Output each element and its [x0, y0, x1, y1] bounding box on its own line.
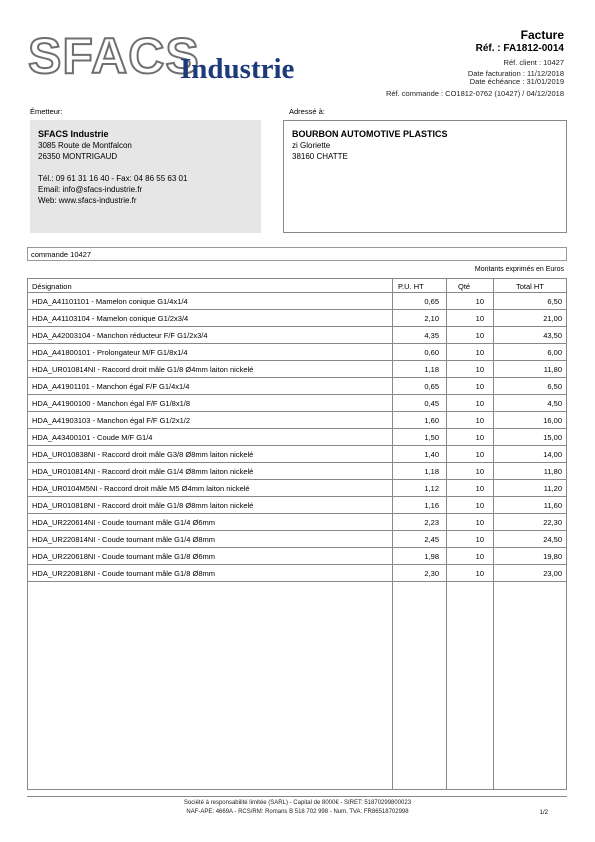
due-date: Date échéance : 31/01/2019 — [469, 77, 564, 86]
cell-unit-price: 2,23 — [424, 518, 439, 527]
cell-unit-price: 1,16 — [424, 501, 439, 510]
cell-unit-price: 1,18 — [424, 467, 439, 476]
cell-designation: HDA_UR220614NI - Coude tournant mâle G1/4 Ø6mm — [32, 518, 216, 527]
cell-designation: HDA_A41800101 - Prolongateur M/F G1/8x1/4 — [32, 348, 188, 357]
cell-designation: HDA_A42003104 - Manchon réducteur F/F G1/2x3/4 — [32, 331, 208, 340]
cell-quantity: 10 — [475, 365, 484, 374]
cell-unit-price: 0,60 — [424, 348, 439, 357]
logo-industrie-text: Industrie — [180, 53, 295, 85]
cell-quantity: 10 — [475, 552, 484, 561]
cell-designation: HDA_A41901101 - Manchon égal F/F G1/4x1/4 — [32, 382, 190, 391]
cell-total: 11,60 — [543, 501, 562, 510]
header-quantity: Qté — [458, 282, 471, 291]
table-row — [28, 480, 566, 497]
invoice-lines-table — [27, 278, 567, 790]
cell-designation: HDA_UR010818NI - Raccord droit mâle G1/8 Ø8mm laiton nickelé — [32, 501, 254, 510]
emitter-email: Email: info@sfacs-industrie.fr — [38, 185, 143, 194]
cell-quantity: 10 — [475, 399, 484, 408]
cell-unit-price: 1,98 — [424, 552, 439, 561]
emitter-web: Web: www.sfacs-industrie.fr — [38, 196, 137, 205]
cell-quantity: 10 — [475, 467, 484, 476]
cell-quantity: 10 — [475, 433, 484, 442]
footer-divider — [27, 796, 567, 797]
cell-total: 23,00 — [543, 569, 562, 578]
cell-total: 6,50 — [547, 382, 562, 391]
cell-unit-price: 4,35 — [424, 331, 439, 340]
cell-unit-price: 2,30 — [424, 569, 439, 578]
table-row — [28, 565, 566, 582]
cell-quantity: 10 — [475, 382, 484, 391]
page-number: 1/2 — [539, 810, 548, 816]
cell-quantity: 10 — [475, 518, 484, 527]
cell-total: 11,80 — [543, 365, 562, 374]
emitter-label: Émetteur: — [30, 107, 63, 116]
order-note: commande 10427 — [27, 247, 567, 261]
cell-quantity: 10 — [475, 501, 484, 510]
cell-quantity: 10 — [475, 331, 484, 340]
cell-unit-price: 1,60 — [424, 416, 439, 425]
invoice-ref: Réf. : FA1812-0014 — [475, 43, 564, 54]
client-ref: Réf. client : 10427 — [503, 58, 564, 67]
cell-quantity: 10 — [475, 297, 484, 306]
recipient-name: BOURBON AUTOMOTIVE PLASTICS — [292, 129, 448, 139]
table-row — [28, 293, 566, 310]
cell-total: 21,00 — [543, 314, 562, 323]
cell-designation: HDA_A41903103 - Manchon égal F/F G1/2x1/2 — [32, 416, 191, 425]
cell-quantity: 10 — [475, 348, 484, 357]
cell-unit-price: 2,10 — [424, 314, 439, 323]
cell-unit-price: 1,12 — [424, 484, 439, 493]
currency-note: Montants exprimés en Euros — [474, 266, 564, 273]
cell-designation: HDA_UR220814NI - Coude tournant mâle G1/4 Ø8mm — [32, 535, 216, 544]
footer-legal-1: Société à responsabilité limitée (SARL) - Capital de 8000€ - SIRET: 51870299800023 — [183, 800, 412, 806]
cell-designation: HDA_A41900100 - Manchon égal F/F G1/8x1/8 — [32, 399, 191, 408]
emitter-name: SFACS Industrie — [38, 129, 109, 139]
footer-legal-2: NAF-APE: 4669A - RCS/RM: Romans B 518 702 998 - Num. TVA: FR86518702998 — [186, 809, 409, 815]
cell-designation: HDA_UR010838NI - Raccord droit mâle G3/8 Ø8mm laiton nickelé — [32, 450, 254, 459]
cell-unit-price: 1,40 — [424, 450, 439, 459]
emitter-address-1: 3085 Route de Montfalcon — [38, 141, 132, 150]
header-total: Total HT — [516, 282, 544, 291]
cell-unit-price: 0,65 — [424, 297, 439, 306]
cell-quantity: 10 — [475, 314, 484, 323]
cell-total: 43,50 — [543, 331, 562, 340]
table-row — [28, 531, 566, 548]
cell-total: 4,50 — [547, 399, 562, 408]
recipient-address-2: 38160 CHATTE — [292, 152, 348, 161]
cell-unit-price: 0,45 — [424, 399, 439, 408]
emitter-block — [30, 120, 261, 233]
cell-designation: HDA_A41103104 - Mamelon conique G1/2x3/4 — [32, 314, 189, 323]
cell-unit-price: 2,45 — [424, 535, 439, 544]
cell-quantity: 10 — [475, 484, 484, 493]
table-row — [28, 463, 566, 480]
cell-designation: HDA_UR220618NI - Coude tournant mâle G1/8 Ø6mm — [32, 552, 216, 561]
table-row — [28, 514, 566, 531]
table-row — [28, 327, 566, 344]
cell-total: 16,00 — [543, 416, 562, 425]
table-row — [28, 395, 566, 412]
recipient-block — [283, 120, 567, 233]
recipient-label: Adressé à: — [289, 107, 325, 116]
cell-unit-price: 0,65 — [424, 382, 439, 391]
cell-designation: HDA_UR0104M5NI - Raccord droit mâle M5 Ø4mm laiton nickelé — [32, 484, 250, 493]
table-row — [28, 429, 566, 446]
cell-unit-price: 1,50 — [424, 433, 439, 442]
cell-designation: HDA_A43400101 - Coude M/F G1/4 — [32, 433, 153, 442]
table-row — [28, 497, 566, 514]
company-logo — [28, 30, 318, 88]
table-row — [28, 361, 566, 378]
header-unit-price: P.U. HT — [398, 282, 424, 291]
cell-total: 22,30 — [543, 518, 562, 527]
cell-total: 11,80 — [543, 467, 562, 476]
cell-total: 14,00 — [543, 450, 562, 459]
cell-quantity: 10 — [475, 416, 484, 425]
cell-designation: HDA_UR010814NI - Raccord droit mâle G1/4 Ø8mm laiton nickelé — [32, 467, 254, 476]
table-header — [28, 279, 566, 293]
table-row — [28, 446, 566, 463]
emitter-phone: Tél.: 09 61 31 16 40 - Fax: 04 86 55 63 01 — [38, 174, 188, 183]
cell-quantity: 10 — [475, 569, 484, 578]
order-ref: Réf. commande : CO1812-0762 (10427) / 04/12/2018 — [385, 89, 564, 98]
cell-quantity: 10 — [475, 450, 484, 459]
table-row — [28, 344, 566, 361]
cell-total: 19,80 — [543, 552, 562, 561]
cell-designation: HDA_UR220818NI - Coude tournant mâle G1/8 Ø8mm — [32, 569, 216, 578]
cell-quantity: 10 — [475, 535, 484, 544]
billing-date: Date facturation : 11/12/2018 — [467, 69, 564, 78]
table-row — [28, 378, 566, 395]
emitter-address-2: 26350 MONTRIGAUD — [38, 152, 118, 161]
cell-total: 6,50 — [547, 297, 562, 306]
header-designation: Désignation — [32, 282, 72, 291]
invoice-title: Facture — [520, 28, 564, 42]
cell-total: 6,00 — [547, 348, 562, 357]
recipient-address-1: zi Gloriette — [292, 141, 331, 150]
cell-total: 24,50 — [543, 535, 562, 544]
cell-designation: HDA_UR010814NI - Raccord droit mâle G1/8 Ø4mm laiton nickelé — [32, 365, 254, 374]
table-row — [28, 412, 566, 429]
table-row — [28, 310, 566, 327]
cell-designation: HDA_A41101101 - Mamelon conique G1/4x1/4 — [32, 297, 188, 306]
table-row — [28, 548, 566, 565]
logo-sfacs-text: SFACS — [28, 28, 200, 84]
cell-total: 11,20 — [543, 484, 562, 493]
cell-total: 15,00 — [543, 433, 562, 442]
cell-unit-price: 1,18 — [424, 365, 439, 374]
